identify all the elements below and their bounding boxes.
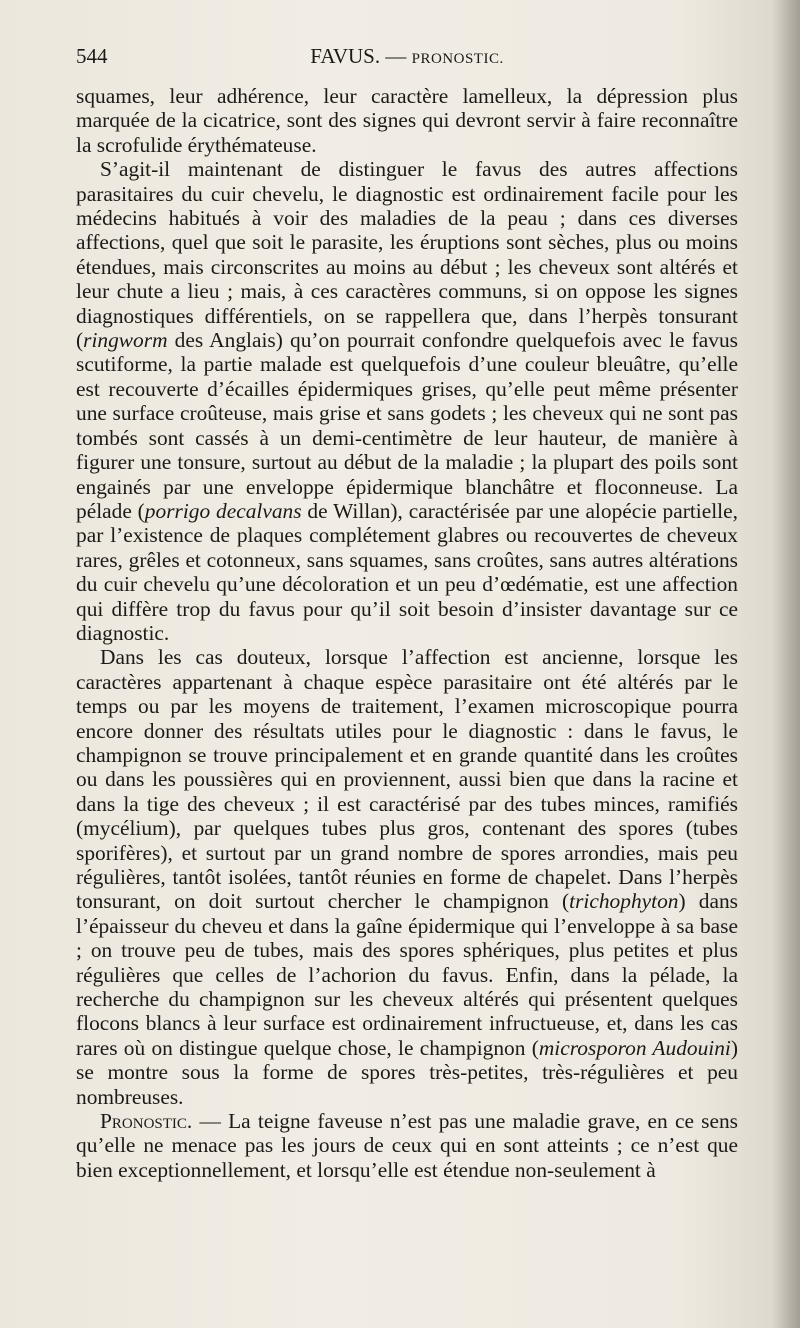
italic-term: ringworm [83, 328, 168, 353]
binding-shadow [772, 0, 800, 1328]
paragraph-microscopic-exam [76, 645, 738, 1109]
paragraph-continuation [76, 84, 738, 157]
paragraph-text: des Anglais) qu’on pourrait confondre quelquefois avec le favus scutiforme, la partie malade est quelquefois d’une couleur bleuâtre, qu’elle est recouverte d’écailles épidermiques grises, qu’elle peut même présenter une surface croûteuse, mais grise et sans godets ; les cheveux qui ne sont pas tombés sont cassés à un demi-centimètre de leur hauteur, de manière à figurer une tonsure, surtout au début de la maladie ; la plupart des poils sont engainés par une enveloppe épidermique blanchâtre et floconneuse. La pélade ( [76, 328, 738, 523]
running-head-section: PRONOSTIC. [411, 51, 504, 67]
paragraph-prognosis [76, 1109, 738, 1182]
italic-term: porrigo decalvans [144, 498, 302, 523]
page-number: 544 [76, 44, 108, 68]
running-head [76, 44, 738, 69]
running-head-dash: — [380, 44, 412, 68]
page-header [76, 44, 738, 78]
paragraph-text: S’agit-il maintenant de distinguer le favus des autres affections parasitaires du cuir chevelu, le diagnostic est ordinairement facile pour les médecins habitués à voir des maladies de la peau ; dans ces diverses affections, quel que soit le parasite, les éruptions sont sèches, plus ou moins étendues, mais circonscrites au moins au début ; les cheveux sont altérés et leur chute a lieu ; mais, à ces caractères communs, si on oppose les signes diagnostiques différentiels, on se rappellera que, dans l’herpès tonsurant ( [76, 157, 738, 353]
paragraph-text: ) dans l’épaisseur du cheveu et dans la gaîne épidermique qui l’enveloppe à sa base ; on trouve peu de tubes, mais des spores sphériques, plus petites et plus régulières que celles de l’achorion du favus. Enfin, dans la pélade, la recherche du champignon sur les cheveux altérés qui présentent quelques flocons blancs à leur surface est ordinairement infructueuse, et, dans les cas rares où on distingue quelque chose, le champignon ( [76, 889, 738, 1060]
running-head-title: FAVUS. [310, 44, 381, 68]
section-heading: Pronostic. [100, 1109, 193, 1134]
paragraph-text: de Willan), caractérisée par une alopécie partielle, par l’existence de plaques complétement glabres ou recouvertes de cheveux rares, grêles et cotonneux, sans squames, sans croûtes, sans autres altérations du cuir chevelu qu’une décoloration et un peu d’œdématie, est une affection qui diffère trop du favus pour qu’il soit besoin d’insister davantage sur ce diagnostic. [76, 498, 738, 645]
paragraph-text: — La teigne faveuse n’est pas une maladie grave, en ce sens qu’elle ne menace pas les jours de ceux qui en sont atteints ; ce n’est que bien exceptionnellement, et lorsqu’elle est étendue non-seulement à [76, 1109, 738, 1182]
paragraph-differential-diagnosis [76, 157, 738, 645]
italic-term: microsporon Audouini [538, 1035, 731, 1060]
italic-term: trichophyton [569, 889, 679, 914]
body-text [76, 84, 738, 1182]
paragraph-text: ) se montre sous la forme de spores très-petites, très-régulières et peu nombreuses. [76, 1035, 738, 1109]
paragraph-text: Dans les cas douteux, lorsque l’affection est ancienne, lorsque les caractères appartenant à chaque espèce parasitaire ont été altérés par le temps ou par les moyens de traitement, l’examen microscopique pourra encore donner des résultats utiles pour le diagnostic : dans le favus, le champignon se trouve principalement et en grande quantité dans les croûtes ou dans les poussières qui en proviennent, aussi bien que dans la racine et dans la tige des cheveux ; il est caractérisé par des tubes minces, ramifiés (mycélium), par quelques tubes plus gros, contenant des spores (tubes sporifères), et surtout par un grand nombre de spores arrondies, mais peu régulières, tantôt isolées, tantôt réunies en forme de chapelet. Dans l’herpès tonsurant, on doit surtout chercher le champignon ( [76, 645, 738, 914]
paragraph-text: squames, leur adhérence, leur caractère lamelleux, la dépression plus marquée de la cicatrice, sont des signes qui devront servir à faire reconnaître la scrofulide érythémateuse. [76, 84, 738, 157]
